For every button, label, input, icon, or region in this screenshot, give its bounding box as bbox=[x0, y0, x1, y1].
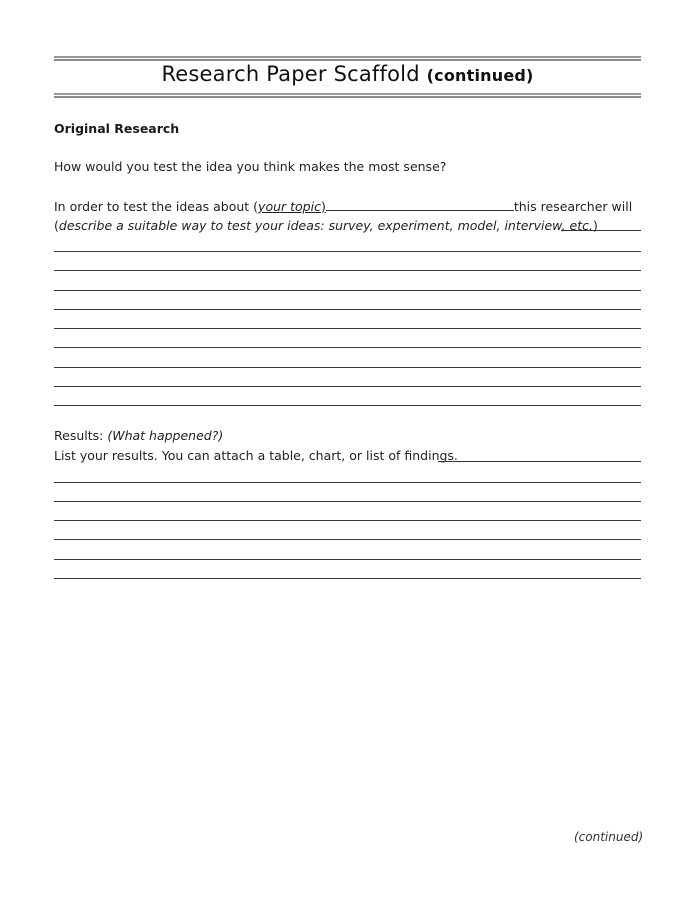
topic-suffix: this researcher will bbox=[513, 199, 633, 214]
results-answer-line[interactable] bbox=[54, 539, 641, 540]
title-subtitle: (continued) bbox=[426, 66, 534, 85]
answer-line[interactable] bbox=[54, 270, 641, 271]
topic-blank-field[interactable] bbox=[326, 198, 514, 211]
answer-line[interactable] bbox=[54, 347, 641, 348]
results-label-text: Results: bbox=[54, 428, 104, 443]
method-sentence bbox=[54, 218, 598, 233]
answer-line[interactable] bbox=[54, 367, 641, 368]
topic-placeholder: your topic bbox=[258, 199, 321, 214]
topic-sentence bbox=[54, 198, 632, 214]
answer-line[interactable] bbox=[54, 290, 641, 291]
footer-continued: (continued) bbox=[574, 830, 644, 844]
topic-prefix: In order to test the ideas about ( bbox=[54, 199, 259, 214]
results-answer-line[interactable] bbox=[54, 559, 641, 560]
answer-line[interactable] bbox=[54, 309, 641, 310]
answer-line[interactable] bbox=[54, 251, 641, 252]
results-blank-field[interactable] bbox=[438, 449, 641, 462]
method-description: describe a suitable way to test your ideas: survey, experiment, model, interview, etc. bbox=[58, 218, 593, 233]
method-blank-field[interactable] bbox=[561, 218, 641, 231]
header-bottom-rule bbox=[54, 93, 641, 98]
answer-line[interactable] bbox=[54, 386, 641, 387]
research-question: How would you test the idea you think makes the most sense? bbox=[54, 159, 447, 174]
title-main: Research Paper Scaffold bbox=[161, 62, 420, 86]
answer-line[interactable] bbox=[54, 405, 641, 406]
results-label-italic: (What happened?) bbox=[107, 428, 224, 443]
results-instruction: List your results. You can attach a table, chart, or list of findings. bbox=[54, 448, 458, 463]
results-answer-line[interactable] bbox=[54, 482, 641, 483]
results-label bbox=[54, 428, 223, 443]
results-answer-line[interactable] bbox=[54, 501, 641, 502]
section-heading-original-research: Original Research bbox=[54, 121, 180, 136]
method-open-paren: ( bbox=[54, 218, 59, 233]
page-title bbox=[54, 62, 641, 86]
topic-close-paren: ) bbox=[320, 199, 326, 214]
answer-line[interactable] bbox=[54, 328, 641, 329]
results-answer-line[interactable] bbox=[54, 578, 641, 579]
method-close-paren: ) bbox=[592, 218, 598, 233]
results-answer-line[interactable] bbox=[54, 520, 641, 521]
header-top-rule bbox=[54, 56, 641, 61]
